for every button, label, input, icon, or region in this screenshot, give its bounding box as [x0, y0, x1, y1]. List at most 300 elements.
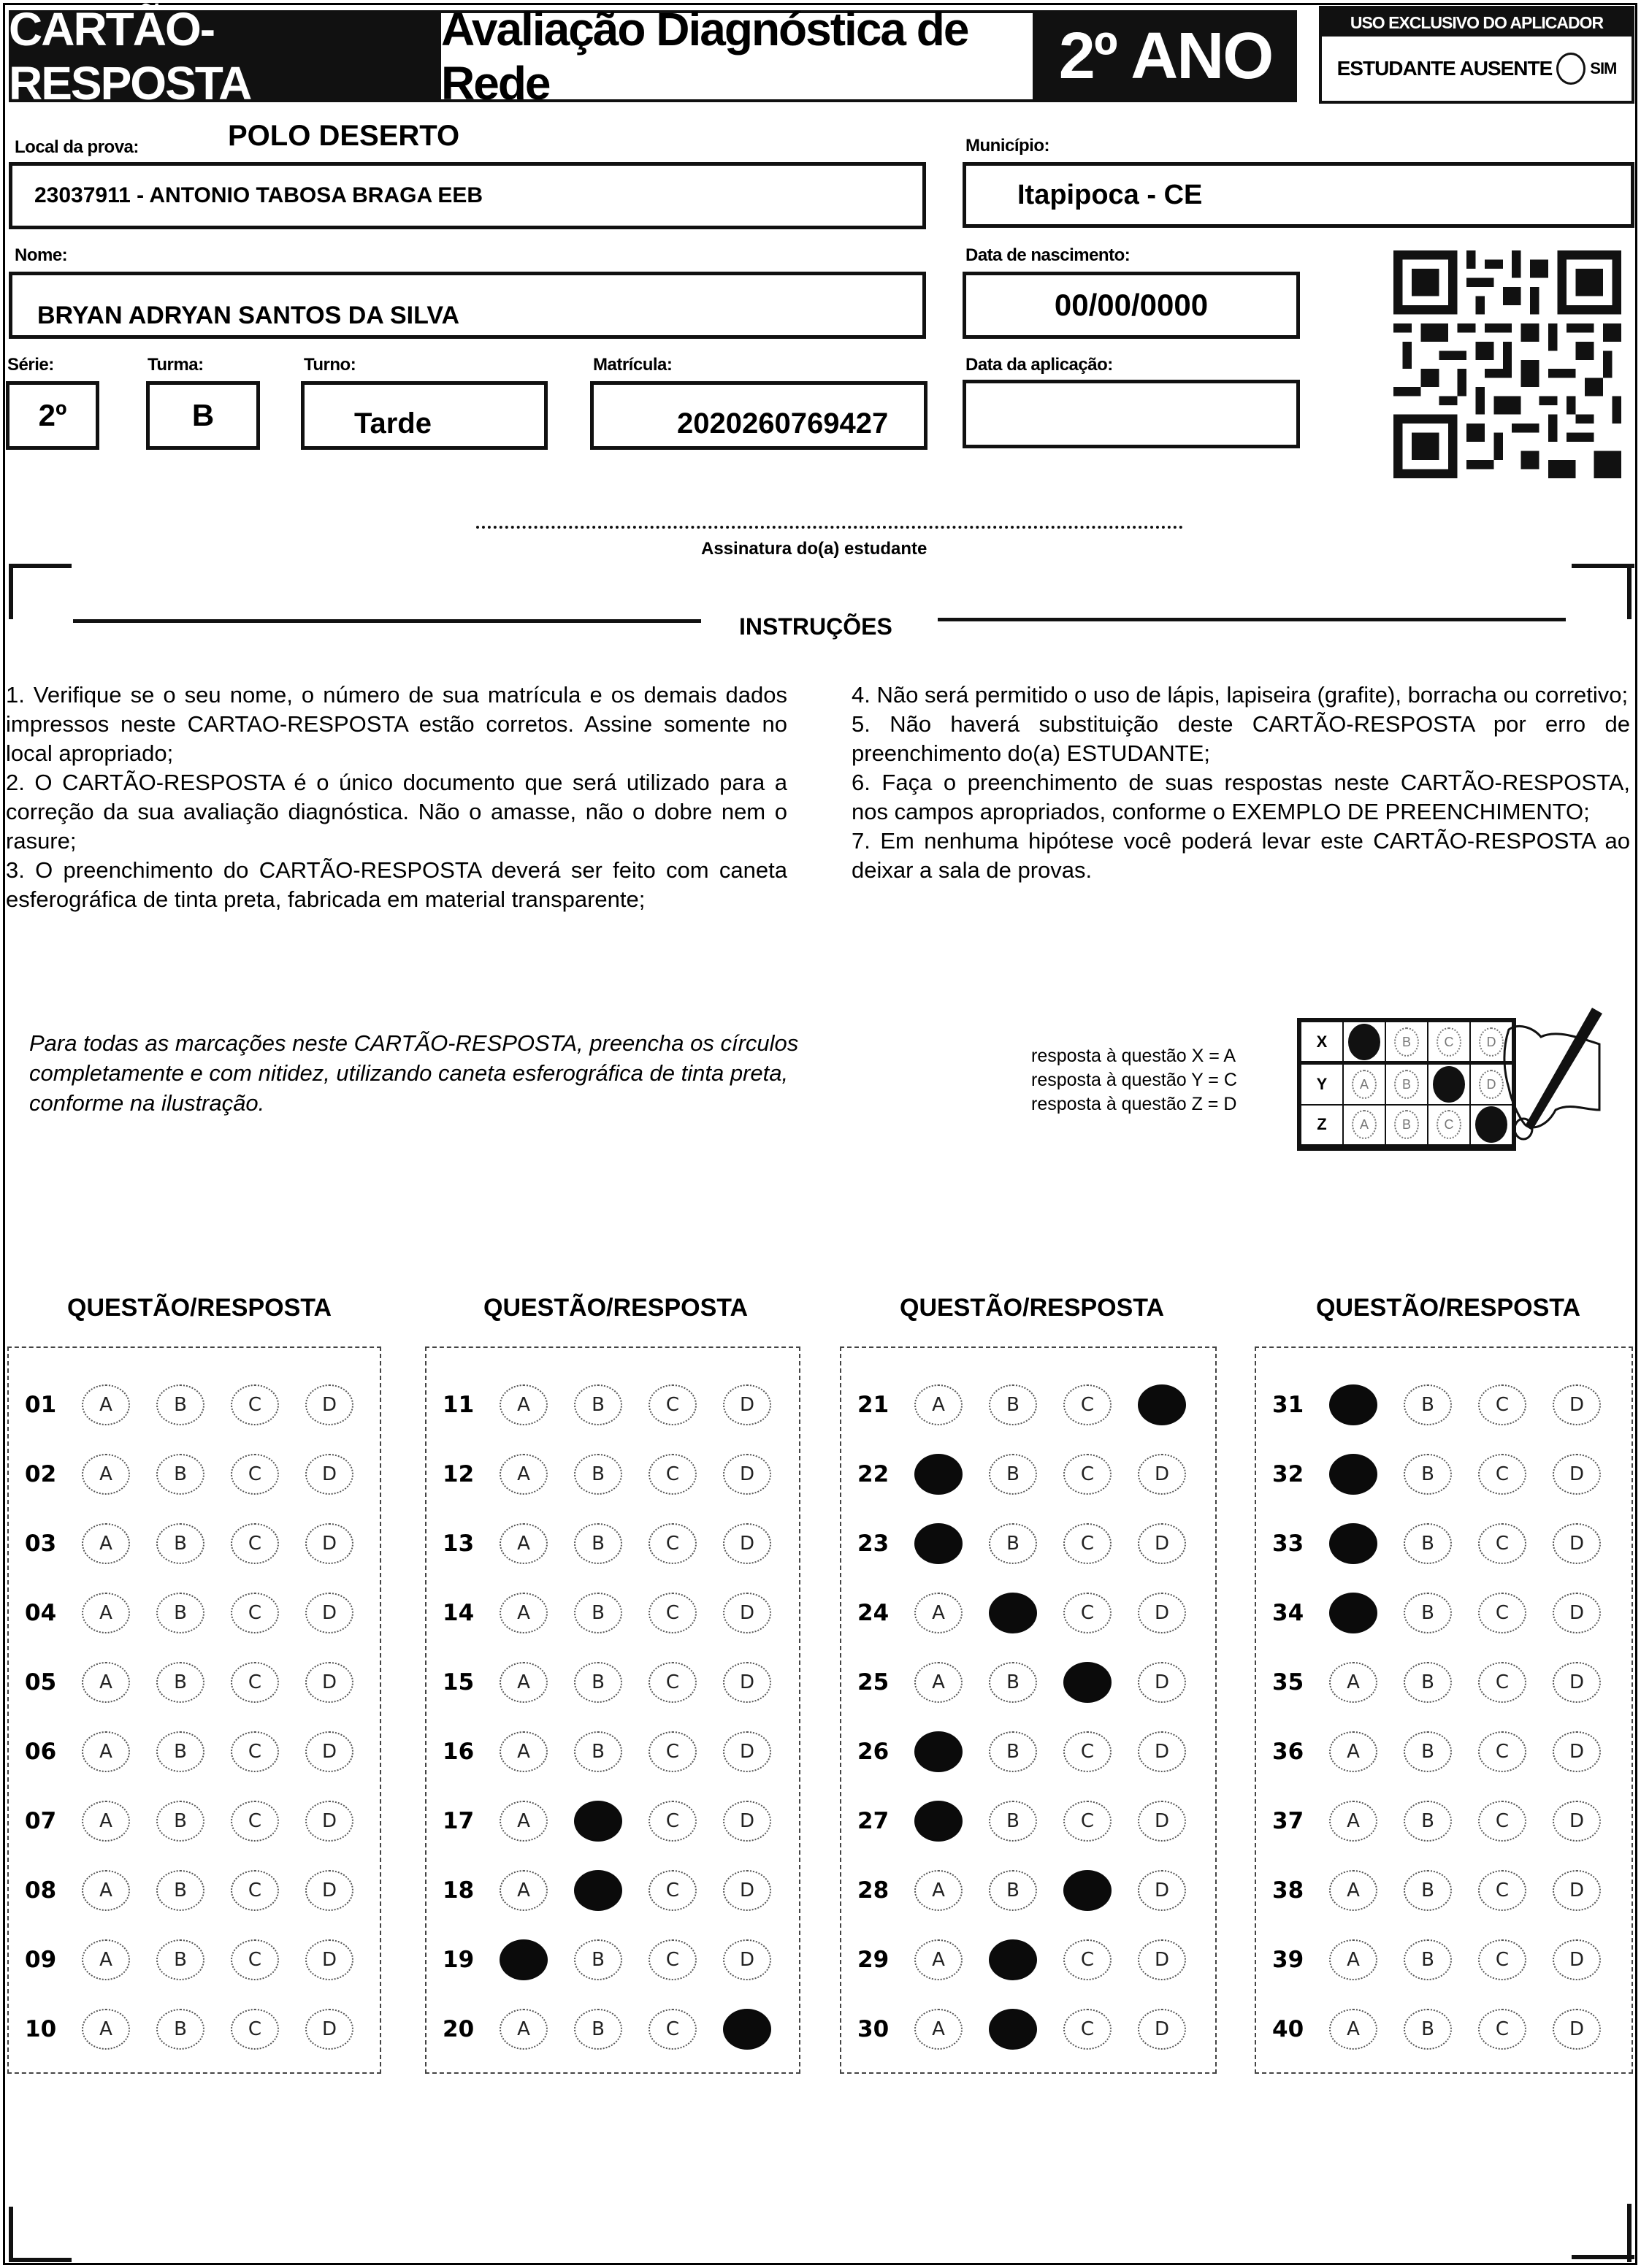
example-row-x	[1301, 1022, 1512, 1063]
question-number: 30	[857, 2016, 890, 2042]
answer-bubble-c[interactable]	[1063, 1870, 1112, 1911]
answer-bubble-a[interactable]: A	[500, 1801, 548, 1842]
question-row	[841, 1799, 1215, 1843]
answer-bubble-b[interactable]: B	[574, 2009, 622, 2050]
answer-bubble-b[interactable]	[989, 2009, 1037, 2050]
aplicacao-field[interactable]	[963, 380, 1300, 448]
answer-bubble-b[interactable]: B	[1404, 1939, 1452, 1980]
question-number: 03	[25, 1530, 57, 1557]
question-number: 07	[25, 1808, 57, 1834]
answer-bubble-c[interactable]: C	[649, 1662, 697, 1703]
question-number: 29	[857, 1947, 890, 1973]
question-row	[426, 2007, 799, 2051]
answer-bubble-a[interactable]: A	[500, 1731, 548, 1772]
turma-value: B	[191, 398, 215, 432]
answer-bubble-a[interactable]	[1329, 1523, 1377, 1564]
question-row	[426, 1660, 799, 1704]
example-bubble: B	[1394, 1110, 1419, 1139]
answer-bubble-c[interactable]: C	[1063, 2009, 1112, 2050]
answer-bubble-b[interactable]: B	[156, 1801, 204, 1842]
answer-bubble-c[interactable]: C	[1478, 1454, 1526, 1495]
card-title: CARTÃO-RESPOSTA	[9, 10, 440, 102]
answer-bubble-d[interactable]: D	[1138, 1662, 1186, 1703]
answer-bubble-d[interactable]: D	[723, 1384, 771, 1425]
instructions-divider-right	[938, 618, 1566, 621]
question-row	[9, 1591, 380, 1635]
answer-bubble-b[interactable]	[574, 1801, 622, 1842]
nome-value: BRYAN ADRYAN SANTOS DA SILVA	[37, 301, 460, 329]
answer-bubble-b[interactable]: B	[989, 1870, 1037, 1911]
question-number: 19	[443, 1947, 475, 1973]
example-grid	[1297, 1018, 1516, 1151]
answer-bubble-b[interactable]: B	[989, 1662, 1037, 1703]
question-row	[426, 1522, 799, 1566]
answer-bubble-d[interactable]: D	[305, 1523, 353, 1564]
example-row-label: Y	[1301, 1063, 1343, 1105]
answer-bubble-a[interactable]: A	[914, 1384, 963, 1425]
answer-bubble-c[interactable]: C	[1478, 2009, 1526, 2050]
question-row	[9, 1938, 380, 1982]
answer-bubble-a[interactable]	[1329, 1454, 1377, 1495]
answer-bubble-c[interactable]: C	[231, 1523, 279, 1564]
question-number: 35	[1272, 1669, 1304, 1696]
answer-bubble-d[interactable]: D	[1553, 1662, 1601, 1703]
answer-bubble-d[interactable]: D	[1138, 1870, 1186, 1911]
corner-mark-top-right	[1572, 564, 1634, 568]
question-number: 24	[857, 1600, 890, 1626]
answer-bubble-c[interactable]: C	[649, 1454, 697, 1495]
question-row	[9, 1869, 380, 1912]
answer-bubble-b[interactable]: B	[574, 1454, 622, 1495]
answer-bubble-b[interactable]: B	[1404, 1523, 1452, 1564]
question-row	[1256, 1730, 1632, 1774]
question-row	[9, 1452, 380, 1496]
answer-bubble-d[interactable]: D	[723, 1870, 771, 1911]
answer-bubble-c[interactable]: C	[1478, 1870, 1526, 1911]
answer-bubble-d[interactable]: D	[1138, 1523, 1186, 1564]
question-row	[9, 1522, 380, 1566]
answer-bubble-d[interactable]	[1138, 1384, 1186, 1425]
corner-mark-top-right-vertical	[1627, 564, 1632, 619]
answer-bubble-b[interactable]	[989, 1939, 1037, 1980]
answer-bubble-d[interactable]: D	[1553, 1731, 1601, 1772]
turno-field	[301, 381, 548, 450]
answer-bubble-a[interactable]: A	[1329, 1939, 1377, 1980]
answer-bubble-b[interactable]: B	[1404, 1870, 1452, 1911]
answer-bubble-c[interactable]: C	[231, 2009, 279, 2050]
answer-bubble-d[interactable]: D	[1138, 1593, 1186, 1633]
instruction-5: 5. Não haverá substituição deste CARTÃO-RESPOSTA por erro de preenchimento do(a) ESTUDANTE;	[852, 711, 1630, 766]
question-number: 25	[857, 1669, 890, 1696]
nascimento-label: Data de nascimento:	[965, 245, 1131, 265]
answer-bubble-a[interactable]: A	[82, 2009, 130, 2050]
signature-label: Assinatura do(a) estudante	[701, 539, 927, 559]
example-bubble: D	[1479, 1027, 1504, 1057]
answer-bubble-b[interactable]: B	[1404, 1662, 1452, 1703]
answer-bubble-a[interactable]: A	[500, 1454, 548, 1495]
signature-line[interactable]	[476, 526, 1183, 529]
answer-bubble-a[interactable]: A	[914, 1939, 963, 1980]
corner-mark-bottom-left	[9, 2258, 72, 2262]
question-column-2	[425, 1346, 800, 2074]
answer-bubble-a[interactable]	[500, 1939, 548, 1980]
question-row	[841, 1660, 1215, 1704]
example-row-y	[1301, 1063, 1512, 1105]
answer-bubble-c[interactable]: C	[1478, 1593, 1526, 1633]
instructions-left-column	[6, 681, 787, 914]
nome-field	[9, 272, 926, 339]
turno-value: Tarde	[354, 407, 432, 440]
question-number: 26	[857, 1739, 890, 1765]
answer-bubble-c[interactable]: C	[1063, 1731, 1112, 1772]
answer-bubble-b[interactable]: B	[156, 1939, 204, 1980]
answer-bubble-a[interactable]: A	[82, 1662, 130, 1703]
polo-name: POLO DESERTO	[228, 120, 460, 152]
answer-bubble-a[interactable]: A	[82, 1801, 130, 1842]
question-number: 16	[443, 1739, 475, 1765]
answer-bubble-d[interactable]	[723, 2009, 771, 2050]
question-number: 23	[857, 1530, 890, 1557]
question-column-1	[7, 1346, 381, 2074]
answer-bubble-c[interactable]: C	[1478, 1801, 1526, 1842]
answer-bubble-a[interactable]: A	[1329, 1662, 1377, 1703]
answer-bubble-b[interactable]: B	[156, 1731, 204, 1772]
answer-bubble-d[interactable]: D	[305, 1801, 353, 1842]
answer-bubble-a[interactable]: A	[82, 1870, 130, 1911]
answer-bubble-b[interactable]: B	[156, 1593, 204, 1633]
local-value: 23037911 - ANTONIO TABOSA BRAGA EEB	[34, 183, 483, 207]
answer-bubble-d[interactable]: D	[1553, 1523, 1601, 1564]
answer-bubble-a[interactable]: A	[82, 1523, 130, 1564]
answer-bubble-b[interactable]: B	[989, 1384, 1037, 1425]
nascimento-field	[963, 272, 1300, 339]
answer-bubble-a[interactable]: A	[500, 1523, 548, 1564]
example-legend-x: resposta à questão X = A	[1031, 1046, 1236, 1066]
question-row	[9, 2007, 380, 2051]
question-number: 18	[443, 1877, 475, 1904]
answer-bubble-b[interactable]: B	[156, 1384, 204, 1425]
answer-bubble-a[interactable]: A	[82, 1454, 130, 1495]
serie-field	[6, 381, 99, 450]
answer-bubble-c[interactable]: C	[1063, 1593, 1112, 1633]
fill-instruction: Para todas as marcações neste CARTÃO-RESPOSTA, preencha os círculos completamente e com nitidez, utilizando caneta esferográfica de tinta preta, conforme na ilustração.	[29, 1030, 799, 1116]
question-row	[841, 1522, 1215, 1566]
question-row	[841, 1383, 1215, 1427]
answer-bubble-c[interactable]: C	[1063, 1384, 1112, 1425]
example-legend-z: resposta à questão Z = D	[1031, 1094, 1237, 1114]
answer-bubble-a[interactable]: A	[1329, 1870, 1377, 1911]
answer-bubble-d[interactable]: D	[305, 1454, 353, 1495]
question-row	[426, 1869, 799, 1912]
nome-label: Nome:	[15, 245, 68, 265]
answer-bubble-a[interactable]: A	[82, 1731, 130, 1772]
instruction-2: 2. O CARTÃO-RESPOSTA é o único documento que será utilizado para a correção da sua avaliação diagnóstica. Não o amasse, não o dobre nem o rasure;	[6, 770, 787, 854]
question-number: 38	[1272, 1877, 1304, 1904]
answer-bubble-c[interactable]: C	[231, 1384, 279, 1425]
instruction-6: 6. Faça o preenchimento de suas respostas neste CARTÃO-RESPOSTA, nos campos apropriados, conforme o EXEMPLO DE PREENCHIMENTO;	[852, 770, 1630, 824]
corner-mark-top-left	[9, 564, 72, 568]
question-row	[9, 1383, 380, 1427]
answer-bubble-b[interactable]: B	[989, 1523, 1037, 1564]
question-row	[1256, 1522, 1632, 1566]
instruction-7: 7. Em nenhuma hipótese você poderá levar este CARTÃO-RESPOSTA ao deixar a sala de provas.	[852, 828, 1630, 883]
answer-bubble-d[interactable]: D	[305, 1593, 353, 1633]
answer-bubble-a[interactable]: A	[1329, 2009, 1377, 2050]
answer-bubble-d[interactable]: D	[723, 1731, 771, 1772]
question-row	[1256, 1591, 1632, 1635]
question-row	[426, 1383, 799, 1427]
question-row	[426, 1799, 799, 1843]
answer-bubble-c[interactable]: C	[231, 1454, 279, 1495]
question-row	[426, 1452, 799, 1496]
question-row	[841, 1869, 1215, 1912]
answer-bubble-d[interactable]: D	[1553, 1454, 1601, 1495]
question-number: 39	[1272, 1947, 1304, 1973]
question-number: 05	[25, 1669, 57, 1696]
question-row	[9, 1660, 380, 1704]
answer-bubble-c[interactable]: C	[649, 1870, 697, 1911]
answer-bubble-d[interactable]: D	[723, 1593, 771, 1633]
question-row	[1256, 1869, 1632, 1912]
answer-bubble-d[interactable]: D	[1553, 1870, 1601, 1911]
question-number: 27	[857, 1808, 890, 1834]
serie-label: Série:	[7, 355, 54, 375]
hand-with-pen-icon	[1490, 1000, 1636, 1150]
answer-bubble-c[interactable]: C	[649, 1384, 697, 1425]
answer-bubble-a[interactable]	[1329, 1593, 1377, 1633]
question-number: 01	[25, 1392, 57, 1418]
answer-bubble-d[interactable]: D	[723, 1801, 771, 1842]
question-number: 40	[1272, 2016, 1304, 2042]
answer-bubble-c[interactable]: C	[231, 1662, 279, 1703]
question-column-3	[840, 1346, 1217, 2074]
example-row-label: X	[1301, 1022, 1343, 1063]
answer-bubble-c[interactable]: C	[231, 1801, 279, 1842]
answer-bubble-c[interactable]: C	[649, 1939, 697, 1980]
question-row	[1256, 2007, 1632, 2051]
answer-bubble-c[interactable]: C	[1478, 1731, 1526, 1772]
answer-bubble-d[interactable]: D	[1553, 1593, 1601, 1633]
answer-bubble-b[interactable]: B	[1404, 2009, 1452, 2050]
corner-mark-bottom-right-vertical	[1627, 2204, 1632, 2262]
answer-bubble-c[interactable]: C	[649, 1731, 697, 1772]
answer-bubble-c[interactable]: C	[649, 1593, 697, 1633]
answer-bubble-c[interactable]: C	[649, 1801, 697, 1842]
answer-bubble-a[interactable]: A	[500, 2009, 548, 2050]
example-bubble: C	[1437, 1027, 1461, 1057]
turno-label: Turno:	[304, 355, 356, 375]
answer-bubble-d[interactable]: D	[1553, 2009, 1601, 2050]
question-number: 36	[1272, 1739, 1304, 1765]
applicator-box-title: USO EXCLUSIVO DO APLICADOR	[1322, 9, 1632, 37]
answer-bubble-b[interactable]: B	[989, 1454, 1037, 1495]
answer-bubble-c[interactable]: C	[231, 1593, 279, 1633]
answer-bubble-c[interactable]: C	[1478, 1939, 1526, 1980]
turma-label: Turma:	[148, 355, 204, 375]
municipio-value: Itapipoca - CE	[1017, 179, 1203, 210]
question-row	[841, 1730, 1215, 1774]
answer-bubble-c[interactable]: C	[231, 1939, 279, 1980]
answer-bubble-b[interactable]: B	[1404, 1384, 1452, 1425]
question-number: 28	[857, 1877, 890, 1904]
answer-bubble-d[interactable]: D	[1138, 1454, 1186, 1495]
answer-bubble-b[interactable]: B	[989, 1731, 1037, 1772]
question-row	[841, 1938, 1215, 1982]
corner-mark-bottom-left-vertical	[9, 2207, 13, 2262]
question-row	[1256, 1383, 1632, 1427]
example-legend	[1031, 1044, 1237, 1116]
answer-bubble-c[interactable]: C	[1063, 1523, 1112, 1564]
answer-bubble-c[interactable]: C	[231, 1731, 279, 1772]
instructions-divider-left	[73, 619, 701, 623]
answer-bubble-b[interactable]: B	[1404, 1731, 1452, 1772]
example-row-label: Z	[1301, 1105, 1343, 1145]
answer-bubble-a[interactable]: A	[82, 1593, 130, 1633]
example-filled-bubble	[1348, 1024, 1380, 1060]
answer-bubble-a[interactable]: A	[500, 1593, 548, 1633]
local-field	[9, 162, 926, 229]
question-row	[841, 1452, 1215, 1496]
absent-student-row	[1322, 37, 1632, 101]
answer-bubble-b[interactable]: B	[574, 1731, 622, 1772]
question-row	[1256, 1938, 1632, 1982]
example-bubble: A	[1352, 1070, 1377, 1099]
answer-bubble-c[interactable]: C	[649, 2009, 697, 2050]
column-title: QUESTÃO/RESPOSTA	[1316, 1294, 1581, 1322]
answer-bubble-d[interactable]: D	[1138, 2009, 1186, 2050]
answer-bubble-a[interactable]	[1329, 1384, 1377, 1425]
answer-bubble-c[interactable]: C	[1063, 1801, 1112, 1842]
answer-bubble-d[interactable]: D	[1553, 1939, 1601, 1980]
answer-bubble-c[interactable]: C	[1478, 1523, 1526, 1564]
answer-bubble-b[interactable]: B	[1404, 1454, 1452, 1495]
answer-bubble-b[interactable]: B	[574, 1523, 622, 1564]
answer-bubble-b[interactable]: B	[574, 1939, 622, 1980]
answer-bubble-d[interactable]: D	[305, 2009, 353, 2050]
example-row-z	[1301, 1105, 1512, 1145]
question-row	[841, 2007, 1215, 2051]
answer-bubble-a[interactable]: A	[82, 1384, 130, 1425]
answer-bubble-a[interactable]	[914, 1801, 963, 1842]
answer-bubble-d[interactable]: D	[1553, 1801, 1601, 1842]
answer-bubble-c[interactable]: C	[1063, 1939, 1112, 1980]
question-number: 34	[1272, 1600, 1304, 1626]
question-number: 20	[443, 2016, 475, 2042]
answer-bubble-b[interactable]: B	[156, 1870, 204, 1911]
turma-field	[146, 381, 260, 450]
question-number: 31	[1272, 1392, 1304, 1418]
answer-bubble-b[interactable]: B	[1404, 1593, 1452, 1633]
answer-bubble-d[interactable]: D	[723, 1939, 771, 1980]
answer-bubble-a[interactable]	[914, 1523, 963, 1564]
answer-bubble-d[interactable]: D	[1138, 1731, 1186, 1772]
answer-bubble-c[interactable]	[1063, 1662, 1112, 1703]
aplicacao-label: Data da aplicação:	[965, 355, 1113, 375]
question-number: 04	[25, 1600, 57, 1626]
example-legend-y: resposta à questão Y = C	[1031, 1070, 1237, 1090]
answer-bubble-a[interactable]: A	[82, 1939, 130, 1980]
question-number: 14	[443, 1600, 475, 1626]
absent-option-label: SIM	[1590, 59, 1617, 77]
applicator-box	[1319, 6, 1634, 104]
answer-bubble-c[interactable]: C	[231, 1870, 279, 1911]
answer-bubble-b[interactable]: B	[574, 1593, 622, 1633]
answer-bubble-b[interactable]	[989, 1593, 1037, 1633]
answer-bubble-b[interactable]: B	[156, 1454, 204, 1495]
exam-title: Avaliação Diagnóstica de Rede	[438, 10, 1036, 102]
question-row	[1256, 1799, 1632, 1843]
answer-bubble-d[interactable]: D	[723, 1662, 771, 1703]
question-number: 08	[25, 1877, 57, 1904]
answer-bubble-d[interactable]: D	[305, 1384, 353, 1425]
answer-bubble-b[interactable]	[574, 1870, 622, 1911]
instructions-title: INSTRUÇÕES	[739, 613, 892, 640]
answer-bubble-d[interactable]: D	[305, 1939, 353, 1980]
instruction-4: 4. Não será permitido o uso de lápis, lapiseira (grafite), borracha ou corretivo;	[852, 682, 1629, 708]
answer-bubble-d[interactable]: D	[305, 1870, 353, 1911]
answer-bubble-d[interactable]: D	[305, 1662, 353, 1703]
answer-bubble-b[interactable]: B	[574, 1384, 622, 1425]
question-number: 37	[1272, 1808, 1304, 1834]
answer-bubble-c[interactable]: C	[1478, 1662, 1526, 1703]
example-bubble: A	[1352, 1110, 1377, 1139]
answer-bubble-a[interactable]: A	[914, 2009, 963, 2050]
instruction-3: 3. O preenchimento do CARTÃO-RESPOSTA deverá ser feito com caneta esferográfica de tinta preta, fabricada em material transparente;	[6, 857, 787, 912]
answer-bubble-a[interactable]: A	[1329, 1731, 1377, 1772]
answer-bubble-d[interactable]: D	[1138, 1801, 1186, 1842]
question-number: 13	[443, 1530, 475, 1557]
answer-bubble-a[interactable]: A	[500, 1384, 548, 1425]
question-row	[9, 1799, 380, 1843]
answer-bubble-c[interactable]: C	[1063, 1454, 1112, 1495]
question-number: 11	[443, 1392, 475, 1418]
answer-bubble-a[interactable]: A	[500, 1870, 548, 1911]
column-title: QUESTÃO/RESPOSTA	[900, 1294, 1165, 1322]
matricula-field	[590, 381, 927, 450]
answer-bubble-c[interactable]: C	[1478, 1384, 1526, 1425]
answer-bubble-a[interactable]: A	[914, 1870, 963, 1911]
answer-bubble-b[interactable]: B	[156, 1523, 204, 1564]
answer-bubble-b[interactable]: B	[574, 1662, 622, 1703]
answer-bubble-d[interactable]: D	[305, 1731, 353, 1772]
answer-bubble-a[interactable]	[914, 1454, 963, 1495]
answer-bubble-c[interactable]: C	[649, 1523, 697, 1564]
question-row	[9, 1730, 380, 1774]
answer-bubble-a[interactable]: A	[500, 1662, 548, 1703]
answer-bubble-a[interactable]: A	[914, 1662, 963, 1703]
answer-bubble-d[interactable]: D	[723, 1523, 771, 1564]
answer-bubble-b[interactable]: B	[1404, 1801, 1452, 1842]
example-bubble: D	[1479, 1070, 1504, 1099]
matricula-label: Matrícula:	[593, 355, 673, 375]
answer-bubble-d[interactable]: D	[1553, 1384, 1601, 1425]
question-row	[426, 1730, 799, 1774]
answer-bubble-a[interactable]: A	[914, 1593, 963, 1633]
answer-bubble-b[interactable]: B	[156, 2009, 204, 2050]
example-bubble: B	[1394, 1070, 1419, 1099]
answer-bubble-b[interactable]: B	[989, 1801, 1037, 1842]
answer-bubble-d[interactable]: D	[1138, 1939, 1186, 1980]
answer-bubble-b[interactable]: B	[156, 1662, 204, 1703]
absent-student-bubble[interactable]	[1556, 53, 1585, 85]
local-label: Local da prova:	[15, 137, 139, 157]
answer-bubble-d[interactable]: D	[723, 1454, 771, 1495]
question-column-4	[1255, 1346, 1633, 2074]
question-row	[426, 1938, 799, 1982]
answer-bubble-a[interactable]: A	[1329, 1801, 1377, 1842]
answer-bubble-a[interactable]	[914, 1731, 963, 1772]
question-row	[1256, 1452, 1632, 1496]
